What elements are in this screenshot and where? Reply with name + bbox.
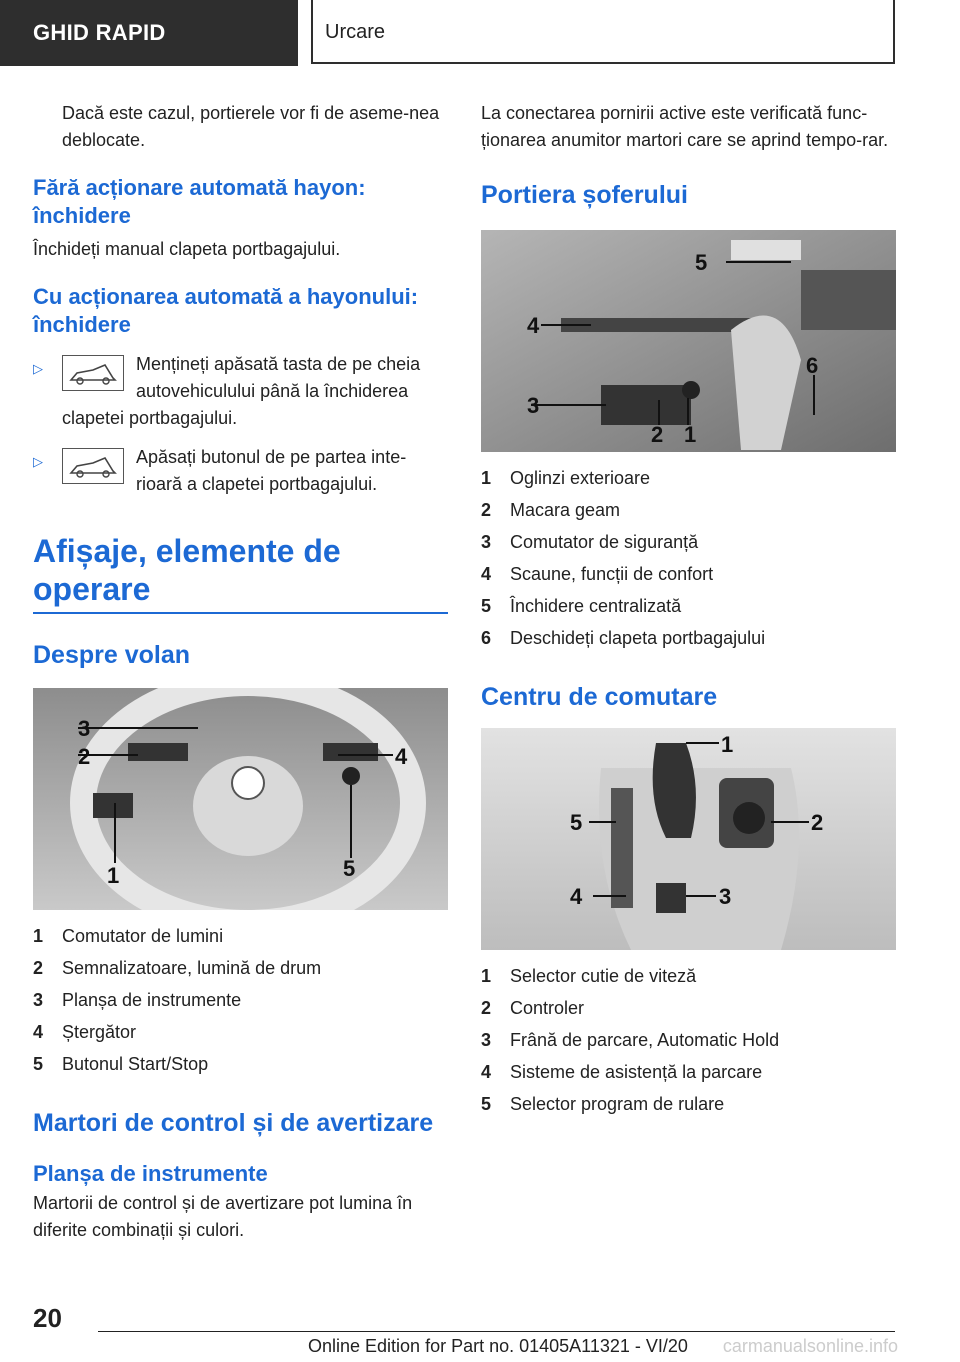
page-number: 20: [33, 1303, 62, 1333]
callout-5: 5: [343, 856, 356, 881]
list-item: 5 Butonul Start/Stop: [33, 1054, 209, 1074]
list-item: 3 Planșa de instrumente: [33, 990, 242, 1010]
list-item: 4 Scaune, funcții de confort: [481, 564, 714, 584]
tailgate-close-icon: [62, 448, 124, 484]
callout-3: 3: [527, 393, 540, 418]
paragraph-instrument-cluster: Martorii de control și de avertizare pot lumina în diferite combinații și culori.: [33, 1193, 413, 1240]
chapter-tab: GHID RAPID: [0, 0, 298, 66]
callout-2: 2: [78, 744, 91, 769]
triangle-bullet-icon: ▷: [33, 454, 43, 469]
list-item: 2 Semnalizatoare, lumină de drum: [33, 958, 322, 978]
callout-3: 3: [78, 716, 91, 741]
callout-4: 4: [527, 313, 540, 338]
list-item: 2 Controler: [481, 998, 585, 1018]
heading-instrument-cluster: Planșa de instrumente: [33, 1161, 268, 1186]
left-column: [33, 100, 448, 1244]
list-item: 1 Oglinzi exterioare: [481, 468, 651, 488]
list-item: 3 Frână de parcare, Automatic Hold: [481, 1030, 780, 1050]
list-item: 5 Selector program de rulare: [481, 1094, 725, 1114]
steering-wheel-legend: [33, 920, 448, 1080]
callout-4: 4: [395, 744, 408, 769]
callout-2: 2: [651, 422, 664, 447]
tailgate-close-icon: [62, 355, 124, 391]
callout-5: 5: [695, 250, 708, 275]
callout-3: 3: [719, 884, 732, 909]
driver-door-legend: [481, 462, 896, 654]
heading-driver-door: Portiera șoferului: [481, 181, 688, 209]
footer-edition: Online Edition for Part no. 01405A11321 - VI/20: [308, 1336, 688, 1356]
list-item: 5 Închidere centralizată: [481, 596, 682, 616]
list-item: 4 Sisteme de asistență la parcare: [481, 1062, 763, 1082]
list-item: 6 Deschideți clapeta portbagajului: [481, 628, 766, 648]
paragraph-no-auto-tailgate: Închideți manual clapeta portbagajului.: [33, 239, 341, 259]
list-item: 1 Selector cutie de viteză: [481, 966, 697, 986]
list-item: 1 Comutator de lumini: [33, 926, 224, 946]
bullet-inside-text: Apăsați butonul de pe partea inte-rioară a clapetei portbagajului.: [136, 447, 407, 494]
callout-6: 6: [806, 353, 819, 378]
watermark: carmanualsonline.info: [722, 1336, 898, 1356]
callout-1: 1: [107, 863, 120, 888]
heading-no-auto-tailgate: Fără acționare automată hayon: închidere: [33, 175, 366, 228]
intro-paragraph-right: La conectarea pornirii active este verificată func-ționarea anumitor martori care se aprind tempo-rar.: [481, 103, 889, 150]
driver-door-photo: [481, 230, 896, 452]
page-header: [0, 0, 960, 66]
heading-auto-tailgate: Cu acționarea automată a hayonului: închidere: [33, 284, 419, 337]
section-title: Urcare: [311, 0, 895, 64]
bullet-key-button: [33, 351, 448, 432]
bullet-inside-button: [33, 444, 448, 498]
callout-1: 1: [684, 422, 697, 447]
right-column: [481, 100, 896, 1120]
triangle-bullet-icon: ▷: [33, 361, 43, 376]
list-item: 2 Macara geam: [481, 500, 621, 520]
switch-center-photo: [481, 728, 896, 950]
callout-5: 5: [570, 810, 583, 835]
callout-1: 1: [721, 732, 734, 757]
bullet-key-text: Mențineți apăsată tasta de pe cheia autovehiculului până la închiderea clapetei portbagajului.: [62, 354, 421, 428]
footer-divider: [98, 1331, 895, 1332]
intro-paragraph: Dacă este cazul, portierele vor fi de aseme-nea deblocate.: [62, 103, 440, 150]
callout-2: 2: [811, 810, 824, 835]
list-item: 4 Ștergător: [33, 1022, 137, 1042]
heading-steering-wheel: Despre volan: [33, 641, 191, 669]
steering-wheel-photo: [33, 688, 448, 910]
list-item: 3 Comutator de siguranță: [481, 532, 699, 552]
callout-4: 4: [570, 884, 583, 909]
main-heading: Afișaje, elemente de operare: [33, 532, 448, 614]
heading-warning-lights: Martori de control și de avertizare: [33, 1109, 434, 1137]
switch-center-legend: [481, 960, 896, 1120]
heading-switch-center: Centru de comutare: [481, 683, 718, 711]
